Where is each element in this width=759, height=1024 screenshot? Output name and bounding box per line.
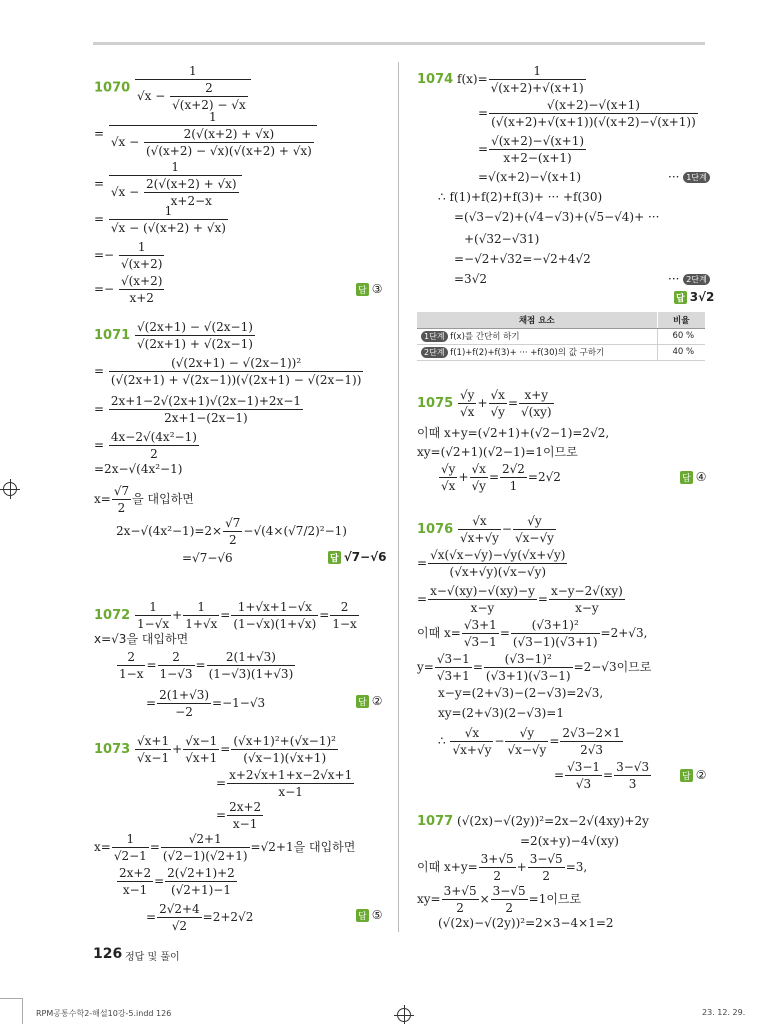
registration-mark-icon xyxy=(3,482,17,496)
problem-number: 1074 xyxy=(417,72,454,87)
problem-1070-line-3: = 1 √x − $\frac{2(√(x+2) + √x)}{x+2-x}$ xyxy=(94,160,243,208)
problem-1077-line-2: =2(x+y)−4√(xy) xyxy=(520,834,619,848)
problem-1073-line-3: = $\frac{2x+2}{x-1}$ xyxy=(216,800,262,831)
problem-1071-calc-1: 2x−√(4x²−1)=2× $\frac{√7}{2}$ −√(4×(√7/2)²−1) xyxy=(116,516,347,547)
problem-1077-line-1: 1077 (√(2x)−√(2y))²=2x−2√(4xy)+2y xyxy=(417,814,649,829)
crop-mark xyxy=(22,998,23,1024)
problem-1072-calc-1: $\frac{2}{1-x}$ = $\frac{2}{1-√3}$ = $\frac{2(1+√3)}{(1-√3)(1+√3)}$ xyxy=(119,650,294,681)
problem-1073-calc-1: $\frac{2x+2}{x-1}$ = $\frac{2(√2+1)+2}{(√2+1)-1}$ xyxy=(119,866,235,897)
page-number: 126 xyxy=(93,946,123,962)
problem-1074-line-9: =3√2 xyxy=(454,272,487,286)
scoring-table-row: 1단계 f(x)를 간단히 하기 60 % xyxy=(417,328,705,344)
crop-mark xyxy=(0,998,22,999)
problem-1074-line-6: =(√3−√2)+(√4−√3)+(√5−√4)+ ··· xyxy=(454,210,660,224)
problem-1076-line-5: x−y=(2+√3)−(2−√3)=2√3, xyxy=(438,686,604,700)
problem-1070-line-6: =− $\frac{√(x+2)}{x+2}$ xyxy=(94,274,163,305)
answer-1074: 답 3√2 xyxy=(676,290,715,304)
problem-1076-line-6: xy=(2+√3)(2−√3)=1 xyxy=(438,706,564,720)
problem-1070-line-5: =− $\frac{1}{√(x+2)}$ xyxy=(94,240,163,271)
problem-1077-line-4: xy= $\frac{3+√5}{2}$ × $\frac{3-√5}{2}$ =1이므로 xyxy=(417,884,582,915)
answer-1072: 답 ② xyxy=(358,694,383,708)
problem-1074-line-3: = $\frac{√(x+2)-√(x+1)}{x+2-(x+1)}$ xyxy=(478,134,585,165)
problem-1077-line-3: 이때 x+y= $\frac{3+√5}{2}$ + $\frac{3-√5}{2}$ =3, xyxy=(417,852,588,883)
print-slug-file: RPM공통수학2-해설10강-5.indd 126 xyxy=(36,1009,172,1018)
problem-number: 1071 xyxy=(94,328,131,343)
footer-section-label: 정답 및 풀이 xyxy=(125,952,180,963)
problem-1077-line-5: (√(2x)−√(2y))²=2×3−4×1=2 xyxy=(438,916,614,930)
problem-number: 1070 xyxy=(94,80,131,96)
problem-1076-line-2: = $\frac{√x(√x-√y)-√y(√x+√y)}{(√x+√y)(√x-√y)}$ xyxy=(417,548,566,579)
problem-number: 1073 xyxy=(94,742,131,757)
scoring-table xyxy=(417,312,705,361)
problem-1074-line-7: +(√32−√31) xyxy=(464,232,540,246)
problem-1075-line-3: xy=(√2+1)(√2−1)=1이므로 xyxy=(417,445,578,459)
answer-1075: 답 ④ xyxy=(682,470,707,484)
problem-number: 1077 xyxy=(417,814,454,829)
problem-1074-line-1: 1074 f(x)= $\frac{1}{√(x+2)+√(x+1)}$ xyxy=(417,64,584,95)
problem-1075-line-1: 1075 $\frac{√y}{√x}$ + $\frac{√x}{√y}$ = $\frac{x+y}{√(xy)}$ xyxy=(417,388,552,419)
answer-1073: 답 ⑤ xyxy=(358,908,383,922)
problem-1070-line-1 xyxy=(94,64,252,112)
problem-1076-x: 이때 x= $\frac{√3+1}{√3-1}$ = $\frac{\text{(√3+1)²}}{(√3-1)(√3+1)}$ =2+√3, xyxy=(417,618,648,649)
problem-1071-line-4: = $\frac{\text{4x−2√(4x²−1)}}{2}$ xyxy=(94,430,197,461)
problem-1071-line-1: 1071 $\frac{√(2x+1) - √(2x-1)}{√(2x+1) + √(2x-1)}$ xyxy=(94,320,253,351)
problem-number: 1075 xyxy=(417,396,454,411)
problem-1072-substitution: x=√3을 대입하면 xyxy=(94,632,189,646)
problem-1070-line-4: = $\frac{1}{√x - (√(x+2) + √x)}$ xyxy=(94,204,226,235)
problem-1075-line-2: 이때 x+y=(√2+1)+(√2−1)=2√2, xyxy=(417,426,610,440)
problem-1074-line-5: ∴ f(1)+f(2)+f(3)+ ··· +f(30) xyxy=(438,190,603,204)
problem-1076-line-1: 1076 $\frac{√x}{√x+√y}$ − $\frac{√y}{√x-√y}$ xyxy=(417,514,554,545)
problem-1073-line-1: 1073 $\frac{√x+1}{√x-1}$ + $\frac{√x-1}{√x+1}$ = $\frac{\text{(√x+1)²+(√x−1)²}}{(√x-1)(√x+1)}$ xyxy=(94,734,336,765)
problem-1073-calc-2: = $\frac{2√2+4}{√2}$ =2+2√2 xyxy=(146,902,254,933)
problem-1074-line-2: = $\frac{√(x+2)-√(x+1)}{(√(x+2)+√(x+1))(√(x+2)-√(x+1))}$ xyxy=(478,98,696,129)
problem-1071-calc-2: =√7−√6 xyxy=(182,551,233,565)
problem-1076-y: y= $\frac{√3-1}{√3+1}$ = $\frac{\text{(√3−1)²}}{(√3+1)(√3-1)}$ =2−√3이므로 xyxy=(417,652,652,683)
problem-1072-line-1: 1072 $\frac{1}{1-√x}$ + $\frac{1}{1+√x}$ = $\frac{1+√x+1-√x}{(1-√x)(1+√x)}$ = $\frac{2}{1-x}$ xyxy=(94,600,357,631)
column-divider xyxy=(398,62,399,932)
problem-1073-line-2: = $\frac{x+2√x+1+x-2√x+1}{x-1}$ xyxy=(216,768,353,799)
step-1-marker: ··· 1단계 xyxy=(668,170,710,184)
problem-1075-line-4: $\frac{√y}{√x}$ + $\frac{√x}{√y}$ = $\frac{2√2}{1}$ =2√2 xyxy=(441,462,561,493)
problem-number: 1076 xyxy=(417,522,454,537)
problem-1074-line-4: =√(x+2)−√(x+1) xyxy=(478,170,582,184)
scoring-table-row: 2단계 f(1)+f(2)+f(3)+ ··· +f(30)의 값 구하기 40 % xyxy=(417,344,705,360)
problem-1071-line-5: =2x−√(4x²−1) xyxy=(94,462,183,476)
problem-number: 1072 xyxy=(94,608,131,623)
step-2-marker: ··· 2단계 xyxy=(668,272,710,286)
problem-1072-calc-2: = $\frac{2(1+√3)}{-2}$ =−1−√3 xyxy=(146,688,266,719)
problem-1074-line-8: =−√2+√32=−√2+4√2 xyxy=(454,252,591,266)
problem-1076-line-7: ∴ $\frac{√x}{√x+√y}$ − $\frac{√y}{√x-√y}$ = $\frac{2√3-2\times 1}{2√3}$ xyxy=(438,726,621,757)
problem-1076-line-8: = $\frac{√3-1}{√3}$ = $\frac{3-√3}{3}$ xyxy=(554,760,650,791)
problem-1071-line-3: = $\frac{2x+1-2√(2x+1)√(2x-1)+2x-1}{2x+1-(2x-1)}$ xyxy=(94,394,302,425)
answer-1070: 답 ③ xyxy=(358,282,383,296)
scoring-table-header: 채점 요소 비율 xyxy=(417,312,705,328)
answer-1071: 답 √7−√6 xyxy=(330,550,387,564)
problem-1071-substitution: x= $\frac{√7}{2}$ 을 대입하면 xyxy=(94,484,194,515)
top-rule xyxy=(93,42,705,45)
problem-1071-line-2: = $\frac{\text{(√(2x+1) − √(2x−1))²}}{(√(2x+1) + √(2x-1))(√(2x+1) - √(2x-1))}$ xyxy=(94,356,362,387)
fraction: 1 √x − $\frac{2}{√(x+2) - √x}$ xyxy=(135,64,251,112)
problem-1073-substitution: x= $\frac{1}{√2-1}$ = $\frac{√2+1}{(√2-1)(√2+1)}$ =√2+1을 대입하면 xyxy=(94,832,356,863)
problem-1070-line-2: = 1 √x − $\frac{2(√(x+2) + √x)}{(√(x+2) - √x)(√(x+2) + √x)}$ xyxy=(94,110,318,158)
problem-1076-line-3: = $\frac{x-√(xy)-√(xy)-y}{x-y}$ = $\frac{x-y-2√(xy)}{x-y}$ xyxy=(417,584,623,615)
registration-mark-icon xyxy=(397,1008,411,1022)
answer-1076: 답 ② xyxy=(682,768,707,782)
print-slug-date: 23. 12. 29. xyxy=(702,1008,746,1017)
